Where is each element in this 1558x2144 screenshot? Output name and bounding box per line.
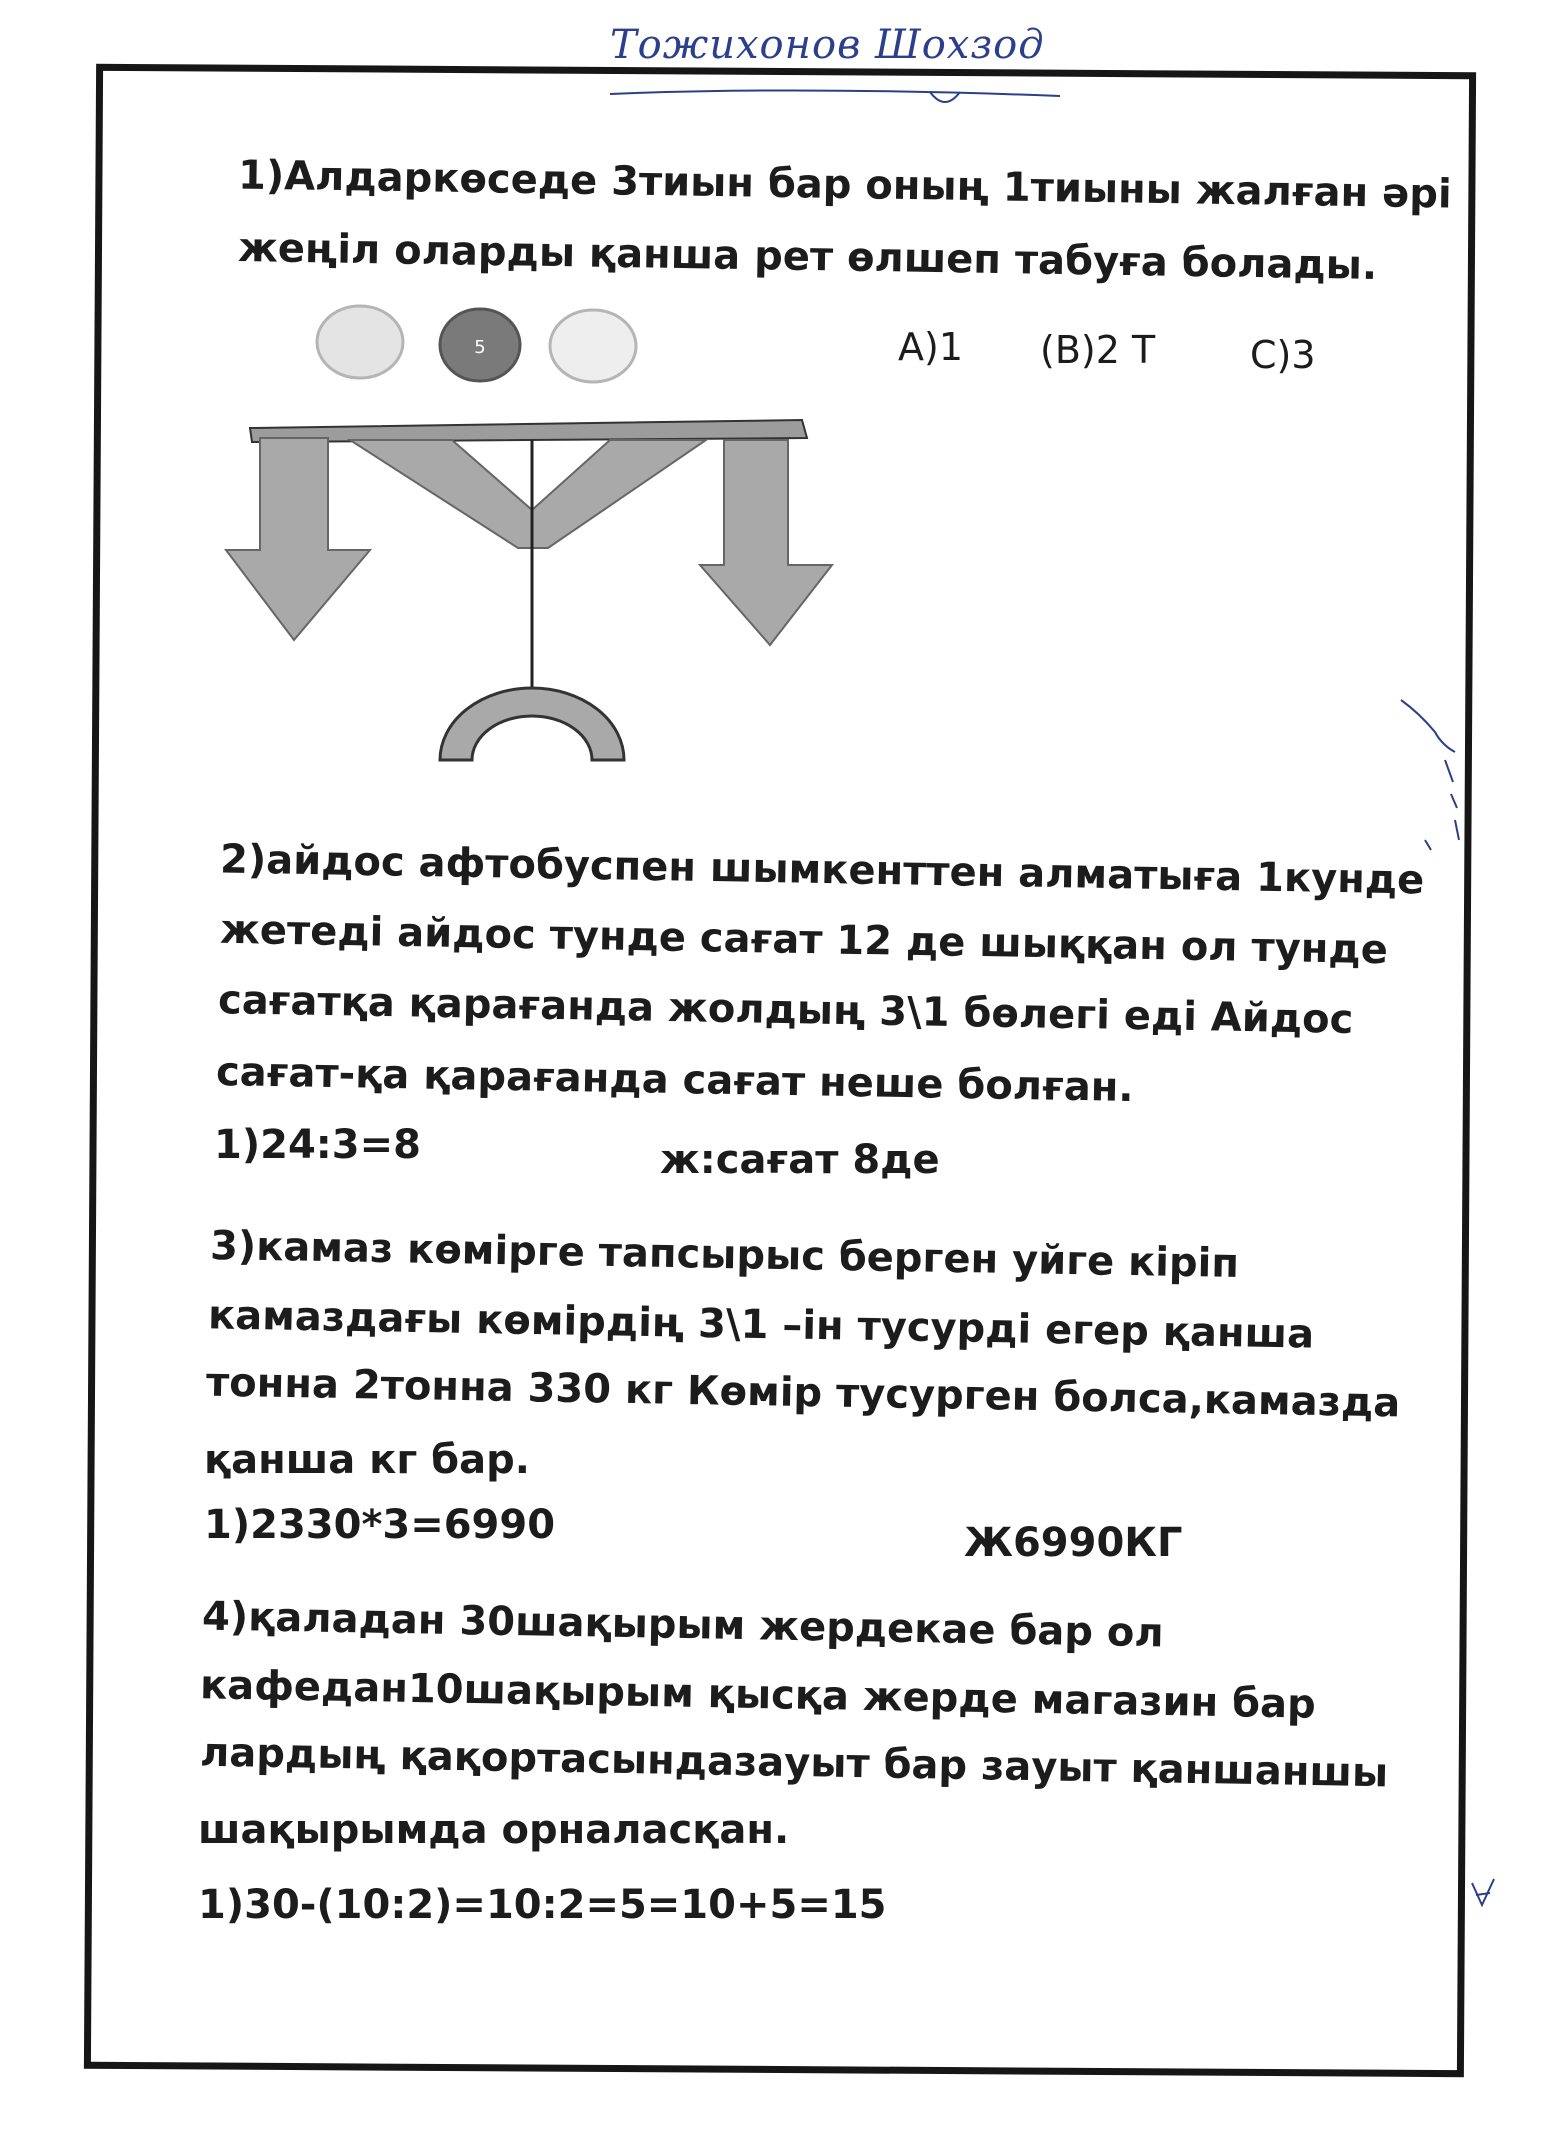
scale-base [440, 688, 624, 760]
q1-line-1: 1)Алдаркөседе 3тиын бар оның 1тиыны жалған әрі [237, 152, 1452, 218]
q3-answer: Ж6990КГ [964, 1520, 1183, 1566]
v-support [350, 440, 706, 548]
left-down-arrow [226, 438, 370, 640]
q1-option-b: (В)2 Т [1040, 328, 1156, 372]
q3-solution: 1)2330*3=6990 [204, 1502, 556, 1548]
q4-line-3: лардың қақортасындазауыт бар зауыт қаншаншы [199, 1729, 1389, 1797]
q2-line-1: 2)айдос афтобуспен шымкенттен алматыға 1кунде [219, 836, 1425, 904]
q3-line-2: камаздағы көмірдің 3\1 –ін тусурді егер қанша [207, 1292, 1315, 1358]
q4-line-1: 4)қаладан 30шақырым жердекае бар ол [201, 1593, 1165, 1657]
q4-line-2: кафедан10шақырым қысқа жерде магазин бар [199, 1662, 1317, 1728]
coin-label: 5 [474, 337, 486, 358]
scale-beam [250, 420, 807, 442]
q2-answer: ж:сағат 8де [660, 1137, 940, 1183]
q2-solution: 1)24:3=8 [214, 1122, 421, 1168]
q4-line-4: шақырымда орналасқан. [198, 1807, 790, 1853]
q4-solution: 1)30-(10:2)=10:2=5=10+5=15 [198, 1882, 887, 1928]
q3-line-3: тонна 2тонна 330 кг Көмір тусурген болса,камазда [205, 1359, 1401, 1427]
handwritten-student-name: Тожихонов Шохзод [610, 22, 1045, 68]
q2-line-4: сағат-қа қарағанда сағат неше болған. [215, 1048, 1135, 1112]
q1-line-2: жеңіл оларды қанша рет өлшеп табуға болады. [237, 225, 1378, 289]
q1-option-a: А)1 [898, 325, 963, 369]
balance-scale-diagram [222, 300, 902, 770]
q3-line-1: 3)камаз көмірге тапсырыс берген уйге кіріп [209, 1223, 1240, 1287]
margin-pen-tick [1468, 1875, 1498, 1915]
right-down-arrow [700, 440, 832, 645]
q1-option-c: С)3 [1250, 333, 1316, 377]
margin-pen-scribble [1395, 690, 1475, 860]
q2-line-3: сағатқа қарағанда жолдың 3\1 бөлегі еді Айдос [217, 977, 1354, 1043]
q2-line-2: жетеді айдос тунде сағат 12 де шыққан ол тунде [219, 906, 1389, 974]
q3-line-4: қанша кг бар. [204, 1437, 530, 1483]
